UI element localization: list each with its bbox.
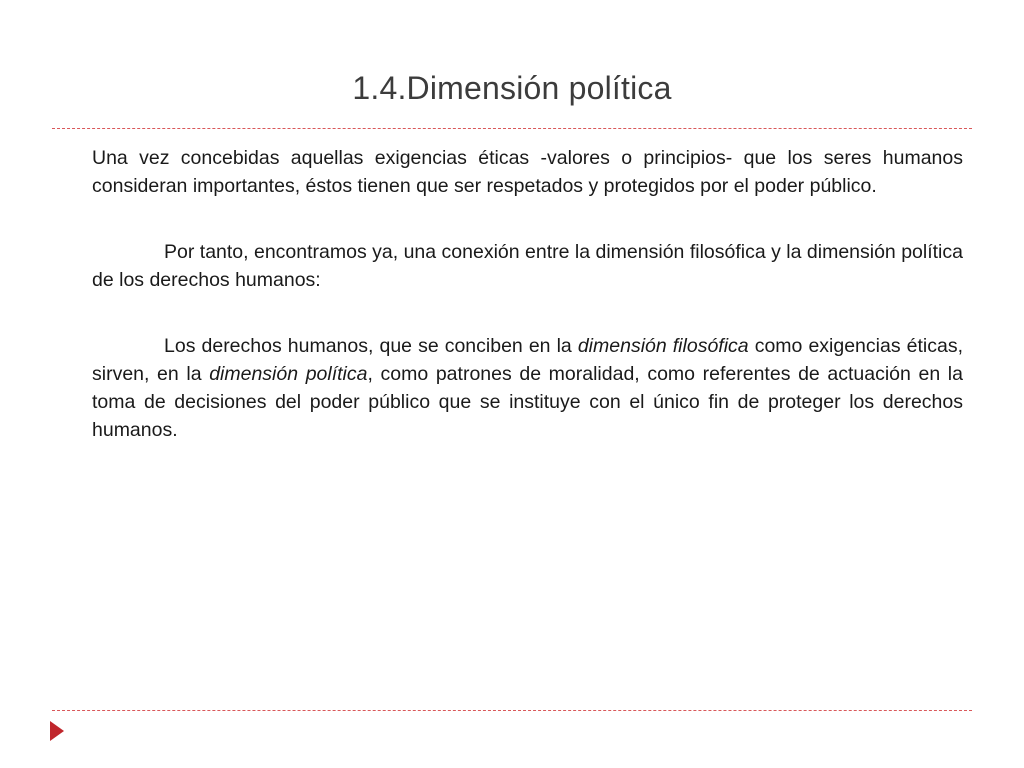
- paragraph-3: [92, 332, 963, 444]
- paragraph-3-italic-2: dimensión política: [209, 363, 368, 385]
- paragraph-2: Por tanto, encontramos ya, una conexión entre la dimensión filosófica y la dimensión política de los derechos humanos:: [92, 241, 963, 291]
- slide-body: [92, 144, 963, 482]
- paragraph-3-italic-1: dimensión filosófica: [577, 335, 749, 357]
- triangle-right-icon: [50, 721, 64, 741]
- paragraph-3-text-1: Los derechos humanos, que se conciben en la: [164, 335, 578, 357]
- top-divider: [52, 128, 972, 129]
- paragraph-3-text-3: , como patrones de moralidad, como referentes de actuación en la toma de decisiones del poder público que se instituye con el único fin de proteger los derechos humanos.: [92, 363, 963, 441]
- slide-title: 1.4.Dimensión política: [352, 70, 672, 106]
- paragraph-3-text-2: como exigencias éticas, sirven, en la: [92, 335, 963, 385]
- bottom-divider: [52, 710, 972, 711]
- paragraph-1: Una vez concebidas aquellas exigencias éticas -valores o principios- que los seres humanos consideran importantes, éstos tienen que ser respetados y protegidos por el poder público.: [92, 147, 963, 197]
